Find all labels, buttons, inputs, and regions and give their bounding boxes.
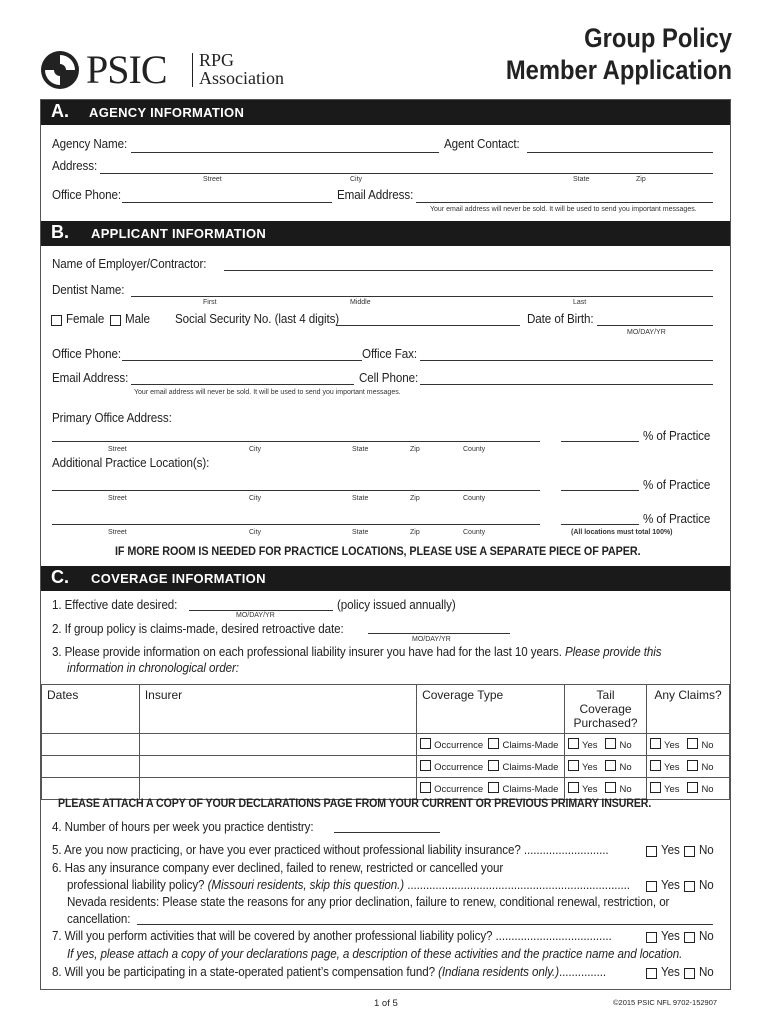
primary-street-caption: Street bbox=[108, 446, 127, 453]
q8-yes-checkbox[interactable] bbox=[646, 968, 657, 979]
cancellation-reason-field[interactable] bbox=[137, 924, 713, 925]
q5-yes-checkbox[interactable] bbox=[646, 846, 657, 857]
claims-cell bbox=[647, 778, 730, 800]
tail-yes-checkbox[interactable] bbox=[568, 782, 579, 793]
insurer-cell[interactable] bbox=[139, 734, 416, 756]
claims-yes-label: Yes bbox=[664, 762, 680, 773]
claims-yes-label: Yes bbox=[664, 740, 680, 751]
q3-label bbox=[52, 645, 661, 659]
q3-text: 3. Please provide information on each professional liability insurer you have had for the last 10 years. bbox=[52, 645, 562, 659]
tail-no-checkbox[interactable] bbox=[605, 738, 616, 749]
logo-name: PSIC bbox=[86, 47, 167, 92]
claims-made-checkbox[interactable] bbox=[488, 782, 499, 793]
dentist-middle-caption: Middle bbox=[350, 299, 371, 306]
q7-yes-checkbox[interactable] bbox=[646, 932, 657, 943]
q1-format-caption: MO/DAY/YR bbox=[236, 612, 275, 619]
q6-no-checkbox[interactable] bbox=[684, 881, 695, 892]
col-coverage-type: Coverage Type bbox=[417, 685, 565, 734]
add2-state-caption: State bbox=[352, 529, 369, 536]
psic-logo bbox=[40, 46, 300, 94]
employer-label: Name of Employer/Contractor: bbox=[52, 257, 207, 271]
primary-office-field[interactable] bbox=[52, 441, 540, 442]
section-b-title: APPLICANT INFORMATION bbox=[91, 226, 267, 241]
tail-yes-label: Yes bbox=[582, 762, 598, 773]
add2-city-caption: City bbox=[249, 529, 262, 536]
q4-label: 4. Number of hours per week you practice dentistry: bbox=[52, 820, 314, 834]
agent-contact-label: Agent Contact: bbox=[444, 137, 520, 151]
logo-sub1: RPG bbox=[199, 50, 235, 70]
dob-label: Date of Birth: bbox=[527, 312, 594, 326]
agency-name-field[interactable] bbox=[131, 152, 439, 153]
tail-no-label: No bbox=[619, 740, 632, 751]
tail-no-checkbox[interactable] bbox=[605, 760, 616, 771]
agent-contact-field[interactable] bbox=[527, 152, 713, 153]
claims-no-label: No bbox=[701, 784, 714, 795]
claims-cell bbox=[647, 756, 730, 778]
dentist-name-label: Dentist Name: bbox=[52, 283, 125, 297]
q6b-text: professional liability policy? bbox=[67, 878, 205, 892]
total-note: (All locations must total 100%) bbox=[571, 529, 673, 536]
page-title bbox=[506, 22, 732, 86]
col-dates: Dates bbox=[42, 685, 140, 734]
b-office-phone-label: Office Phone: bbox=[52, 347, 122, 361]
office-phone-field[interactable] bbox=[122, 202, 332, 203]
b-office-phone-field[interactable] bbox=[122, 360, 362, 361]
claims-cell bbox=[647, 734, 730, 756]
table-row bbox=[42, 778, 730, 800]
q5-no-checkbox[interactable] bbox=[684, 846, 695, 857]
primary-state-caption: State bbox=[352, 446, 369, 453]
claims-yes-checkbox[interactable] bbox=[650, 738, 661, 749]
q7-yes-label: Yes bbox=[661, 929, 680, 943]
section-c-title: COVERAGE INFORMATION bbox=[91, 571, 266, 586]
q7-italic: If yes, please attach a copy of your declarations page, a description of these activities and the practice name and location. bbox=[67, 947, 683, 961]
primary-office-label: Primary Office Address: bbox=[52, 411, 172, 425]
tail-yes-label: Yes bbox=[582, 784, 598, 795]
section-a-title: AGENCY INFORMATION bbox=[89, 105, 245, 120]
insurer-cell[interactable] bbox=[139, 778, 416, 800]
q8-italic: (Indiana residents only.) bbox=[438, 965, 559, 979]
add1-city-caption: City bbox=[249, 495, 262, 502]
add2-street-caption: Street bbox=[108, 529, 127, 536]
address-city-caption: City bbox=[350, 176, 363, 183]
tail-cell bbox=[565, 778, 647, 800]
claims-made-label: Claims-Made bbox=[502, 762, 559, 773]
occurrence-checkbox[interactable] bbox=[420, 782, 431, 793]
additional-location-2-field[interactable] bbox=[52, 524, 540, 525]
insurer-history-table bbox=[41, 684, 730, 800]
q5-no-label: No bbox=[699, 843, 714, 857]
q6b-italic: (Missouri residents, skip this question.) bbox=[207, 878, 405, 892]
section-a-header bbox=[41, 100, 730, 125]
col-tail: Tail Coverage Purchased? bbox=[565, 685, 647, 734]
section-a-letter: A. bbox=[51, 101, 69, 121]
col-insurer: Insurer bbox=[139, 685, 416, 734]
add1-state-caption: State bbox=[352, 495, 369, 502]
section-c-header bbox=[41, 566, 730, 591]
q6-yes-checkbox[interactable] bbox=[646, 881, 657, 892]
employer-field[interactable] bbox=[224, 270, 713, 271]
dates-cell[interactable] bbox=[42, 778, 140, 800]
q1-field[interactable] bbox=[189, 610, 333, 611]
coverage-type-cell bbox=[417, 778, 565, 800]
primary-pct-label: % of Practice bbox=[643, 429, 711, 443]
q1-note: (policy issued annually) bbox=[337, 598, 456, 612]
q8-yes-label: Yes bbox=[661, 965, 680, 979]
office-phone-label: Office Phone: bbox=[52, 188, 122, 202]
logo-sub2: Association bbox=[199, 68, 284, 88]
additional-pct-2-field[interactable] bbox=[561, 524, 639, 525]
ssn-field[interactable] bbox=[336, 325, 520, 326]
copyright: ©2015 PSIC NFL 9702-152907 bbox=[613, 998, 718, 1007]
q8-text: 8. Will you be participating in a state-operated patient’s compensation fund? bbox=[52, 965, 435, 979]
email-note: Your email address will never be sold. It will be used to send you important messages. bbox=[430, 206, 697, 213]
additional-pct-2-label: % of Practice bbox=[643, 512, 711, 526]
claims-no-checkbox[interactable] bbox=[687, 782, 698, 793]
q5-label: 5. Are you now practicing, or have you ever practiced without professional liability insurance? ........................... bbox=[52, 843, 609, 857]
q1-label: 1. Effective date desired: bbox=[52, 598, 178, 612]
q8-label bbox=[52, 965, 606, 979]
insurer-cell[interactable] bbox=[139, 756, 416, 778]
q7-no-label: No bbox=[699, 929, 714, 943]
cell-phone-label: Cell Phone: bbox=[359, 371, 419, 385]
tail-yes-checkbox[interactable] bbox=[568, 760, 579, 771]
add2-county-caption: County bbox=[463, 529, 486, 536]
title-line1: Group Policy bbox=[584, 23, 732, 53]
additional-locations-label: Additional Practice Location(s): bbox=[52, 456, 210, 470]
address-label: Address: bbox=[52, 159, 98, 173]
add1-zip-caption: Zip bbox=[410, 495, 420, 502]
coverage-type-cell bbox=[417, 734, 565, 756]
email-address-field[interactable] bbox=[416, 202, 713, 203]
attach-note: PLEASE ATTACH A COPY OF YOUR DECLARATIONS PAGE FROM YOUR CURRENT OR PREVIOUS PRIMARY INSURER. bbox=[58, 798, 652, 810]
claims-made-label: Claims-Made bbox=[502, 784, 559, 795]
tail-cell bbox=[565, 734, 647, 756]
occurrence-checkbox[interactable] bbox=[420, 760, 431, 771]
address-field[interactable] bbox=[100, 173, 713, 174]
claims-no-label: No bbox=[701, 740, 714, 751]
male-label: Male bbox=[125, 312, 150, 326]
primary-county-caption: County bbox=[463, 446, 486, 453]
tail-cell bbox=[565, 756, 647, 778]
tail-yes-label: Yes bbox=[582, 740, 598, 751]
psic-logo-mark-icon bbox=[40, 50, 80, 90]
address-street-caption: Street bbox=[203, 176, 222, 183]
primary-zip-caption: Zip bbox=[410, 446, 420, 453]
female-checkbox[interactable] bbox=[51, 315, 62, 326]
q8-no-checkbox[interactable] bbox=[684, 968, 695, 979]
tail-yes-checkbox[interactable] bbox=[568, 738, 579, 749]
dentist-last-caption: Last bbox=[573, 299, 587, 306]
dob-field[interactable] bbox=[597, 325, 713, 326]
q2-field[interactable] bbox=[368, 633, 510, 634]
claims-no-checkbox[interactable] bbox=[687, 738, 698, 749]
q7-label: 7. Will you perform activities that will be covered by another professional liability policy? ..................................... bbox=[52, 929, 612, 943]
occurrence-label: Occurrence bbox=[434, 740, 484, 751]
q6c-label: Nevada residents: Please state the reasons for any prior declination, failure to renew, conditional renewal, restriction, or bbox=[67, 895, 670, 909]
claims-made-checkbox[interactable] bbox=[488, 760, 499, 771]
table-row bbox=[42, 756, 730, 778]
female-label: Female bbox=[66, 312, 105, 326]
q6-yes-label: Yes bbox=[661, 878, 680, 892]
dates-cell[interactable] bbox=[42, 756, 140, 778]
dob-format-caption: MO/DAY/YR bbox=[627, 329, 666, 336]
office-fax-label: Office Fax: bbox=[362, 347, 417, 361]
primary-pct-field[interactable] bbox=[561, 441, 639, 442]
q8-dots: ............... bbox=[558, 965, 607, 979]
claims-made-checkbox[interactable] bbox=[488, 738, 499, 749]
q6-no-label: No bbox=[699, 878, 714, 892]
claims-yes-checkbox[interactable] bbox=[650, 760, 661, 771]
b-email-label: Email Address: bbox=[52, 371, 129, 385]
table-row bbox=[42, 734, 730, 756]
claims-no-checkbox[interactable] bbox=[687, 760, 698, 771]
dentist-name-field[interactable] bbox=[131, 296, 713, 297]
q6b-dots: ....................................................................... bbox=[404, 878, 630, 892]
tail-no-label: No bbox=[619, 784, 632, 795]
page-number: 1 of 5 bbox=[374, 998, 398, 1009]
coverage-type-cell bbox=[417, 756, 565, 778]
tail-no-label: No bbox=[619, 762, 632, 773]
address-zip-caption: Zip bbox=[636, 176, 646, 183]
address-state-caption: State bbox=[573, 176, 590, 183]
b-email-note: Your email address will never be sold. It will be used to send you important messages. bbox=[134, 389, 401, 396]
col-claims: Any Claims? bbox=[647, 685, 730, 734]
email-address-label: Email Address: bbox=[337, 188, 414, 202]
q3-italic-b: information in chronological order: bbox=[67, 661, 239, 675]
cell-phone-field[interactable] bbox=[420, 384, 713, 385]
q6a-label: 6. Has any insurance company ever declined, failed to renew, restricted or cancelled your bbox=[52, 861, 504, 875]
q3-italic-a: Please provide this bbox=[565, 645, 662, 659]
logo-divider bbox=[192, 53, 193, 87]
section-b-letter: B. bbox=[51, 222, 69, 242]
add2-zip-caption: Zip bbox=[410, 529, 420, 536]
claims-yes-checkbox[interactable] bbox=[650, 782, 661, 793]
office-fax-field[interactable] bbox=[420, 360, 713, 361]
additional-pct-1-field[interactable] bbox=[561, 490, 639, 491]
add1-street-caption: Street bbox=[108, 495, 127, 502]
title-line2: Member Application bbox=[505, 55, 732, 85]
q6b-label bbox=[67, 878, 630, 892]
occurrence-label: Occurrence bbox=[434, 784, 484, 795]
q6d-label: cancellation: bbox=[67, 912, 131, 926]
q2-label: 2. If group policy is claims-made, desired retroactive date: bbox=[52, 622, 344, 636]
q4-field[interactable] bbox=[334, 832, 440, 833]
tail-no-checkbox[interactable] bbox=[605, 782, 616, 793]
claims-made-label: Claims-Made bbox=[502, 740, 559, 751]
section-c-letter: C. bbox=[51, 567, 69, 587]
dates-cell[interactable] bbox=[42, 734, 140, 756]
primary-city-caption: City bbox=[249, 446, 262, 453]
q5-yes-label: Yes bbox=[661, 843, 680, 857]
ssn-label: Social Security No. (last 4 digits) bbox=[175, 312, 340, 326]
agency-name-label: Agency Name: bbox=[52, 137, 128, 151]
additional-location-1-field[interactable] bbox=[52, 490, 540, 491]
b-email-field[interactable] bbox=[131, 384, 354, 385]
claims-yes-label: Yes bbox=[664, 784, 680, 795]
q7-no-checkbox[interactable] bbox=[684, 932, 695, 943]
occurrence-checkbox[interactable] bbox=[420, 738, 431, 749]
more-room-note: IF MORE ROOM IS NEEDED FOR PRACTICE LOCATIONS, PLEASE USE A SEPARATE PIECE OF PAPER. bbox=[115, 544, 641, 558]
occurrence-label: Occurrence bbox=[434, 762, 484, 773]
q2-format-caption: MO/DAY/YR bbox=[412, 636, 451, 643]
male-checkbox[interactable] bbox=[110, 315, 121, 326]
section-b-header bbox=[41, 221, 730, 246]
q8-no-label: No bbox=[699, 965, 714, 979]
dentist-first-caption: First bbox=[203, 299, 217, 306]
claims-no-label: No bbox=[701, 762, 714, 773]
additional-pct-1-label: % of Practice bbox=[643, 478, 711, 492]
add1-county-caption: County bbox=[463, 495, 486, 502]
